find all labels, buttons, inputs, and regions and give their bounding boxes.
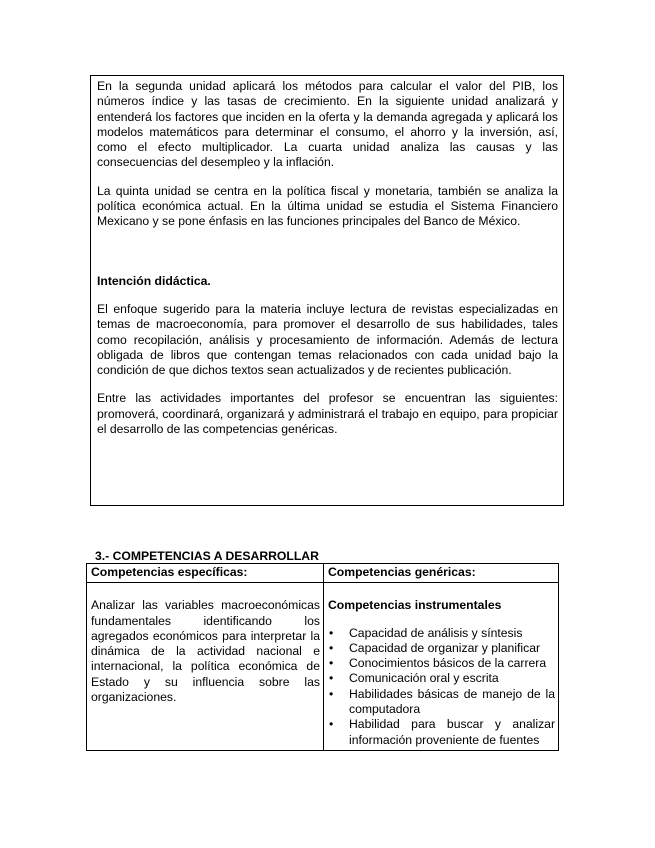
bullet-icon: •: [329, 686, 334, 701]
list-item: • Habilidades básicas de manejo de la computadora: [329, 686, 555, 717]
list-item: • Capacidad de análisis y síntesis: [329, 625, 523, 640]
bullet-icon: •: [329, 671, 334, 686]
specific-competencies-text: Analizar las variables macroeconómicas fundamentales identificando los agregados económicos para interpretar la dinámica de la actividad nacional e internacional, la política económica de Estado y su influencia sobre las organizaciones.: [91, 598, 320, 705]
bullet-icon: •: [329, 717, 334, 732]
generic-competencies-cell: [324, 583, 559, 751]
list-item: • Conocimientos básicos de la carrera: [329, 656, 547, 671]
teacher-activities-paragraph: Entre las actividades importantes del profesor se encuentran las siguientes: promoverá, coordinará, organizará y administrará el trabajo en equipo, para propiciar el desarrollo de las competencias genéricas.: [97, 391, 558, 437]
table-header-row: [87, 564, 559, 583]
approach-paragraph: El enfoque sugerido para la materia incluye lectura de revistas especializadas en temas de macroeconomía, para promover el desarrollo de sus habilidades, tales como recopilación, análisis y procesamiento de información. Además de lectura obligada de libros que contengan temas relacionados con cada unidad bajo la condición de que dichos textos sean actualizados y de recientes publicación.: [97, 301, 558, 378]
list-item: • Habilidad para buscar y analizar información proveniente de fuentes: [329, 717, 555, 747]
header-generic-competencies: Competencias genéricas:: [324, 564, 559, 583]
specific-competencies-cell: [87, 583, 324, 751]
section-title: 3.- COMPETENCIAS A DESARROLLAR: [95, 549, 319, 563]
instrumental-competencies-title: Competencias instrumentales: [328, 598, 502, 613]
table-row: [87, 583, 559, 751]
bullet-icon: •: [329, 656, 334, 671]
intro-text-box: [90, 75, 564, 506]
header-specific-competencies: Competencias específicas:: [87, 564, 324, 583]
didactic-intention-heading: Intención didáctica.: [97, 273, 211, 288]
fifth-unit-paragraph: La quinta unidad se centra en la política fiscal y monetaria, también se analiza la política económica actual. En la última unidad se estudia el Sistema Financiero Mexicano y se pone énfasis en las funciones principales del Banco de México.: [97, 183, 558, 229]
competencies-table: [86, 563, 559, 751]
units-description-paragraph: En la segunda unidad aplicará los métodos para calcular el valor del PIB, los números índice y las tasas de crecimiento. En la siguiente unidad analizará y entenderá los factores que inciden en la oferta y la demanda agregada y aplicará los modelos matemáticos para determinar el consumo, el ahorro y la inversión, así, como el efecto multiplicador. La cuarta unidad analiza las causas y las consecuencias del desempleo y la inflación.: [97, 79, 558, 170]
bullet-icon: •: [329, 640, 334, 655]
bullet-icon: •: [329, 625, 334, 640]
list-item: • Comunicación oral y escrita: [329, 671, 499, 686]
instrumental-competencies-list: [328, 626, 555, 748]
list-item: • Capacidad de organizar y planificar: [329, 640, 541, 655]
